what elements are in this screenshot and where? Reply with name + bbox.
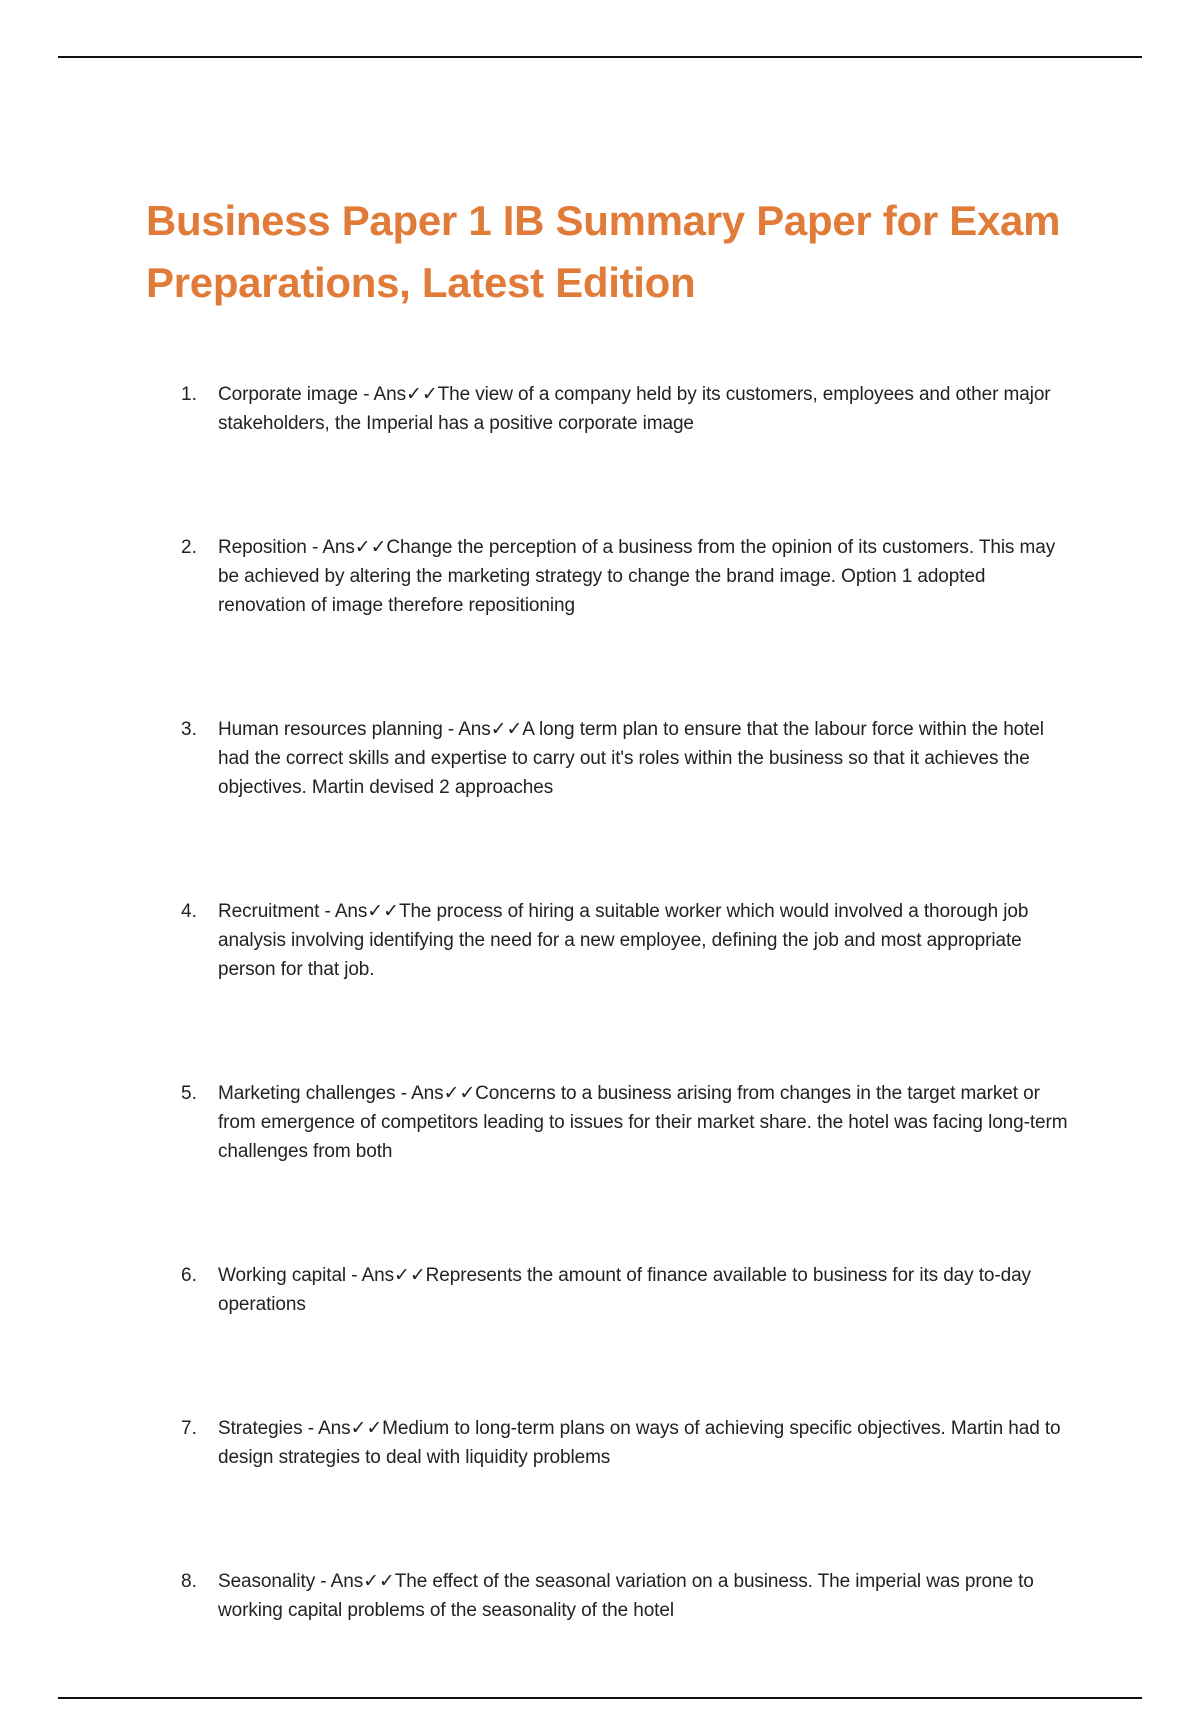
- list-item: [0, 1079, 1200, 1166]
- list-item: [0, 533, 1200, 620]
- item-text: Reposition - Ans✓✓Change the perception of a business from the opinion of its customers. This may be achieved by altering the marketing strategy to change the brand image. Option 1 adopted renovation of image therefore repositioning: [218, 537, 1056, 616]
- qa-list: [0, 380, 1200, 1720]
- list-item: [0, 380, 1200, 438]
- item-text: Working capital - Ans✓✓Represents the amount of finance available to business for its day to-day operations: [218, 1265, 1031, 1315]
- item-text: Recruitment - Ans✓✓The process of hiring a suitable worker which would involved a thorough job analysis involving identifying the need for a new employee, defining the job and most appropriate person for that job.: [218, 901, 1029, 980]
- list-item: [0, 1414, 1200, 1472]
- item-number: 4.: [181, 901, 197, 922]
- item-number: 7.: [181, 1418, 197, 1439]
- list-item: [0, 1567, 1200, 1625]
- list-item: [0, 715, 1200, 802]
- item-text: Corporate image - Ans✓✓The view of a company held by its customers, employees and other major stakeholders, the Imperial has a positive corporate image: [218, 384, 1051, 434]
- list-item: [0, 1261, 1200, 1319]
- document-title: Business Paper 1 IB Summary Paper for Exam Preparations, Latest Edition: [146, 197, 1061, 306]
- item-number: 1.: [181, 384, 197, 405]
- bottom-rule: [58, 1697, 1142, 1699]
- top-rule: [58, 56, 1142, 58]
- item-text: Marketing challenges - Ans✓✓Concerns to a business arising from changes in the target market or from emergence of competitors leading to issues for their market share. the hotel was facing long-term challenges from both: [218, 1083, 1068, 1162]
- item-text: Human resources planning - Ans✓✓A long term plan to ensure that the labour force within the hotel had the correct skills and expertise to carry out it's roles within the business so that it achieves the objectives. Martin devised 2 approaches: [218, 719, 1044, 798]
- item-text: Seasonality - Ans✓✓The effect of the seasonal variation on a business. The imperial was prone to working capital problems of the seasonality of the hotel: [218, 1571, 1034, 1621]
- item-number: 2.: [181, 537, 197, 558]
- item-number: 5.: [181, 1083, 197, 1104]
- item-text: Strategies - Ans✓✓Medium to long-term plans on ways of achieving specific objectives. Martin had to design strategies to deal with liquidity problems: [218, 1418, 1061, 1468]
- item-number: 3.: [181, 719, 197, 740]
- list-item: [0, 897, 1200, 984]
- item-number: 8.: [181, 1571, 197, 1592]
- item-number: 6.: [181, 1265, 197, 1286]
